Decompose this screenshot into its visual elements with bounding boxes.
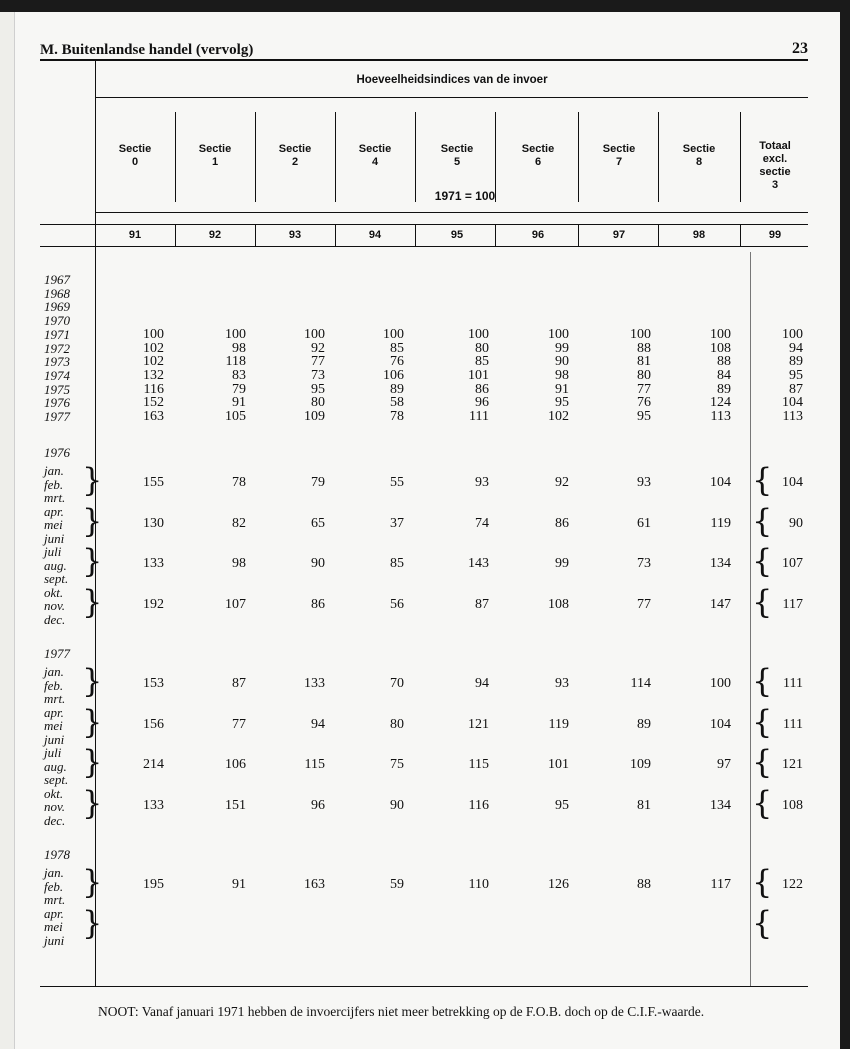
table-cell: 82 [232,515,246,531]
column-header-2: Sectie 2 [278,143,312,168]
table-cell: 132 [143,367,164,383]
table-cell: 108 [548,596,569,612]
column-number-1: 92 [208,229,222,241]
table-cell: 153 [143,676,164,691]
table-cell: 37 [390,515,404,531]
table-cell: 102 [143,354,164,370]
column-number-3: 94 [368,229,382,241]
month-label: okt. [44,785,64,801]
month-label: mrt. [44,892,66,907]
month-label: mrt. [44,691,66,706]
table-cell: 99 [555,340,569,356]
month-label: jan. [44,865,64,880]
table-cell: 133 [304,676,325,691]
table-cell: 156 [143,716,164,732]
base-label: 1971 = 100 [434,189,496,203]
table-cell: 130 [143,515,164,531]
column-separator [658,112,659,202]
month-label: juni [44,530,65,546]
month-label: jan. [44,664,64,679]
table-cell: 134 [710,556,731,571]
table-cell: 214 [143,757,164,772]
quarter-brace: } [82,702,103,741]
table-cell: 115 [468,757,489,772]
month-label: mrt. [44,490,66,505]
year-label: 1969 [44,299,70,315]
month-label: nov. [44,799,66,814]
table-cell: 83 [232,367,246,383]
month-label: dec. [44,812,66,828]
table-cell: 106 [225,757,246,772]
table-cell: 152 [143,395,164,411]
column-separator [415,112,416,202]
quarter-brace: } [82,662,103,700]
colnum-bottom-rule [40,246,808,247]
month-label: feb. [44,677,64,693]
table-cell: 108 [710,340,731,356]
year-label: 1975 [44,381,70,397]
table-cell: 91 [232,395,246,411]
column-header-3: Sectie 4 [358,143,392,168]
column-header-7: Sectie 8 [682,143,716,168]
table-cell: 80 [637,367,651,383]
table-cell: 114 [630,676,651,691]
column-header-0: Sectie 0 [118,143,152,168]
table-cell: 118 [225,354,246,370]
quarter-brace-right: { [752,461,773,499]
table-cell: 86 [475,381,489,397]
table-cell: 90 [311,556,325,571]
month-label: mei [44,517,63,532]
table-cell: 98 [555,367,569,383]
table-cell: 76 [637,395,651,411]
table-cell: 100 [630,326,651,342]
table-cell: 59 [390,877,404,892]
table-cell: 121 [782,757,803,772]
quarter-brace-right: { [752,542,773,580]
column-number-2: 93 [288,229,302,241]
table-cell: 111 [783,716,803,732]
table-cell: 110 [468,877,489,892]
colnum-top-rule [40,224,808,225]
table-cell: 76 [390,354,404,370]
table-cell: 93 [555,676,569,691]
block-year-label: 1977 [44,646,70,661]
column-number-separator [255,225,256,246]
table-cell: 126 [548,877,569,892]
month-label: nov. [44,598,66,613]
block-year-label: 1978 [44,847,70,862]
table-cell: 100 [143,326,164,342]
table-cell: 89 [717,381,731,397]
table-cell: 121 [468,716,489,732]
table-cell: 109 [304,409,325,424]
quarter-brace-right: { [752,582,773,621]
table-cell: 104 [782,395,803,411]
table-cell: 109 [630,757,651,772]
table-cell: 94 [311,716,325,732]
column-number-5: 96 [531,229,545,241]
table-cell: 84 [717,367,731,383]
quarter-brace: } [82,863,103,901]
table-cell: 86 [311,596,325,612]
page-number: 23 [792,40,808,57]
column-header-4: Sectie 5 [440,143,474,168]
table-cell: 117 [710,877,731,892]
column-number-separator [415,225,416,246]
page-edge [0,12,15,1049]
top-rule [40,59,808,61]
table-cell: 119 [548,716,569,732]
quarter-brace: } [82,501,103,540]
table-cell: 73 [637,556,651,571]
table-cell: 80 [475,340,489,356]
month-label: sept. [44,772,69,787]
table-cell: 100 [710,676,731,691]
quarter-brace-right: { [752,783,773,822]
table-cell: 102 [143,340,164,356]
quarter-brace: } [82,903,103,942]
month-label: dec. [44,611,66,627]
month-label: juni [44,932,65,948]
column-number-separator [740,225,741,246]
table-cell: 100 [710,326,731,342]
column-separator [578,112,579,202]
table-cell: 98 [232,340,246,356]
month-label: apr. [44,704,64,720]
table-cell: 87 [475,596,489,612]
table-cell: 90 [555,354,569,370]
table-cell: 93 [475,475,489,490]
table-cell: 108 [782,797,803,813]
table-cell: 86 [555,515,569,531]
table-cell: 77 [637,596,651,612]
table-cell: 87 [789,381,803,397]
table-cell: 77 [311,354,325,370]
table-cell: 80 [311,395,325,411]
column-number-7: 98 [692,229,706,241]
month-label: juli [44,544,62,559]
table-cell: 104 [782,475,803,490]
year-label: 1970 [44,313,70,329]
column-separator [495,112,496,202]
quarter-brace: } [82,461,103,499]
quarter-brace-right: { [752,501,773,540]
table-cell: 91 [232,877,246,892]
month-label: apr. [44,503,64,519]
table-cell: 85 [390,556,404,571]
year-label: 1973 [44,354,70,370]
month-label: okt. [44,584,64,600]
column-separator [740,112,741,202]
table-cell: 92 [555,475,569,490]
table-cell: 111 [783,676,803,691]
table-cell: 97 [717,757,731,772]
year-label: 1976 [44,395,70,411]
table-cell: 163 [304,877,325,892]
quarter-brace: } [82,582,103,621]
month-label: feb. [44,878,64,894]
table-cell: 155 [143,475,164,490]
table-cell: 61 [637,515,651,531]
table-cell: 80 [390,716,404,732]
table-cell: 104 [710,475,731,490]
table-cell: 95 [789,367,803,383]
quarter-brace-right: { [752,903,773,942]
table-cell: 107 [782,556,803,571]
table-cell: 147 [710,596,731,612]
table-cell: 96 [311,797,325,813]
table-cell: 87 [232,676,246,691]
column-number-4: 95 [450,229,464,241]
table-cell: 73 [311,367,325,383]
month-label: feb. [44,476,64,492]
table-cell: 113 [710,409,731,424]
table-cell: 77 [637,381,651,397]
table-cell: 98 [232,556,246,571]
table-cell: 88 [717,354,731,370]
table-cell: 111 [469,409,489,424]
quarter-brace: } [82,783,103,822]
table-cell: 89 [789,354,803,370]
column-header-1: Sectie 1 [198,143,232,168]
table-cell: 100 [468,326,489,342]
table-cell: 104 [710,716,731,732]
page-title: M. Buitenlandse handel (vervolg) [40,42,254,58]
table-cell: 100 [782,326,803,342]
table-cell: 192 [143,596,164,612]
column-header-5: Sectie 6 [521,143,555,168]
quarter-brace: } [82,542,103,580]
table-cell: 122 [782,877,803,892]
table-cell: 58 [390,395,404,411]
table-cell: 74 [475,515,489,531]
table-cell: 95 [555,797,569,813]
table-cell: 107 [225,596,246,612]
table-cell: 78 [390,409,404,424]
table-cell: 101 [468,367,489,383]
year-label: 1968 [44,285,70,301]
column-separator [255,112,256,202]
table-cell: 133 [143,556,164,571]
table-cell: 195 [143,877,164,892]
column-number-8: 99 [768,229,782,241]
table-cell: 65 [311,515,325,531]
column-separator [335,112,336,202]
table-cell: 116 [143,381,164,397]
table-cell: 95 [311,381,325,397]
table-cell: 106 [383,367,404,383]
bottom-rule [40,986,808,987]
table-cell: 88 [637,877,651,892]
table-cell: 55 [390,475,404,490]
table-cell: 117 [782,596,803,612]
column-number-separator [335,225,336,246]
block-year-label: 1976 [44,445,70,460]
table-cell: 70 [390,676,404,691]
quarter-brace-right: { [752,702,773,741]
table-cell: 85 [390,340,404,356]
table-cell: 163 [143,409,164,424]
month-label: mei [44,718,63,733]
table-cell: 95 [637,409,651,424]
base-label-rule [95,212,808,213]
table-cell: 151 [225,797,246,813]
table-cell: 92 [311,340,325,356]
table-cell: 79 [232,381,246,397]
year-label: 1967 [44,272,70,287]
table-cell: 99 [555,556,569,571]
month-label: jan. [44,463,64,478]
year-label: 1974 [44,367,70,383]
group-title: Hoeveelheidsindices van de invoer [356,74,548,86]
table-cell: 94 [475,676,489,691]
table-cell: 134 [710,797,731,813]
table-cell: 100 [225,326,246,342]
footnote: NOOT: Vanaf januari 1971 hebben de invoercijfers niet meer betrekking op de F.O.B. doch op de C.I.F.-waarde. [98,1004,705,1019]
table-cell: 85 [475,354,489,370]
table-cell: 115 [304,757,325,772]
year-label: 1972 [44,340,70,356]
table-cell: 95 [555,395,569,411]
table-cell: 77 [232,716,246,732]
column-separator [175,112,176,202]
document-page [0,12,840,1049]
table-cell: 100 [383,326,404,342]
table-cell: 113 [782,409,803,424]
quarter-brace-right: { [752,743,773,781]
column-number-separator [495,225,496,246]
month-label: apr. [44,905,64,921]
column-number-0: 91 [128,229,142,241]
year-label: 1971 [44,326,70,342]
table-cell: 116 [468,797,489,813]
total-column-border [750,252,751,986]
table-cell: 88 [637,340,651,356]
table-cell: 89 [390,381,404,397]
month-label: juni [44,731,65,747]
table-cell: 133 [143,797,164,813]
year-label: 1977 [44,409,70,424]
quarter-brace: } [82,743,103,781]
table-cell: 81 [637,797,651,813]
table-cell: 100 [304,326,325,342]
table-cell: 94 [789,340,803,356]
column-header-6: Sectie 7 [602,143,636,168]
table-cell: 89 [637,716,651,732]
table-cell: 96 [475,395,489,411]
quarter-brace-right: { [752,863,773,901]
quarter-brace-right: { [752,662,773,700]
table-cell: 56 [390,596,404,612]
column-number-6: 97 [612,229,626,241]
month-label: sept. [44,571,69,586]
table-cell: 81 [637,354,651,370]
table-cell: 100 [548,326,569,342]
table-cell: 93 [637,475,651,490]
table-cell: 102 [548,409,569,424]
month-label: juli [44,745,62,760]
table-cell: 78 [232,475,246,490]
table-cell: 105 [225,409,246,424]
table-cell: 90 [390,797,404,813]
month-label: aug. [44,758,67,774]
table-cell: 90 [789,515,803,531]
column-number-separator [578,225,579,246]
column-number-separator [658,225,659,246]
group-title-rule [95,97,808,98]
table-cell: 75 [390,757,404,772]
table-cell: 91 [555,381,569,397]
table-cell: 124 [710,395,731,411]
month-label: aug. [44,557,67,573]
table-cell: 101 [548,757,569,772]
table-cell: 119 [710,515,731,531]
table-cell: 143 [468,556,489,571]
month-label: mei [44,919,63,934]
table-cell: 79 [311,475,325,490]
column-number-separator [175,225,176,246]
column-header-8: Totaal excl. sectie 3 [759,140,791,191]
